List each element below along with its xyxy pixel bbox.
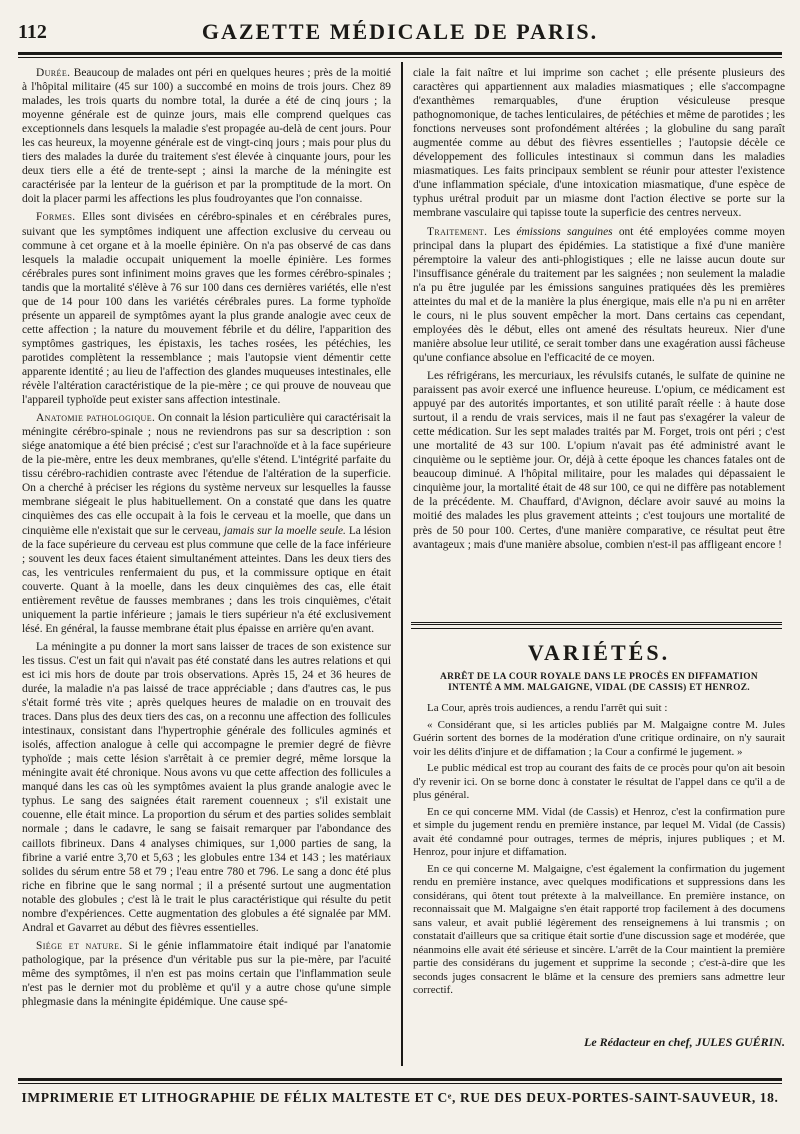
paragraph-formes bbox=[22, 210, 391, 407]
paragraph-refrigerans: Les réfrigérans, les mercuriaux, les révulsifs cutanés, le sulfate de quinine ne paraissent pas avoir exercé une influence heureuse. L'opium, ce médicament est appuyé par des autorités importantes, et son utilité paraît réelle : à haute dose surtout, il a rendu de vrais services, mais il ne faut pas s'exagérer la valeur de cette médication. Sur les sept malades traités par M. Forget, trois ont péri ; c'est une mortalité de 43 sur 100. L'opium n'avait pas été administré avant le cinquième ou le septième jour. Or, déjà à cette époque les chances fatales ont de beaucoup diminué. A l'hôpital militaire, pour les malades qui dépassaient le cinquième jour, la mortalité était de 48 sur 100, ce qui ne diffère pas notablement de la précédente. M. Chauffard, d'Avignon, déclare avoir sauvé au moins la moitié des malades les plus gravement atteints ; c'est toujours une mortalité de près de 50 pour 100. Certes, d'une manière comparative, ce résultat peut être avantageux ; mais d'une manière absolue, combien n'est-il pas affligeant encore ! bbox=[413, 369, 785, 551]
left-column bbox=[22, 66, 391, 1068]
section-lead-anatomie: Anatomie pathologique. bbox=[36, 412, 156, 425]
varietes-subtitle: ARRÊT DE LA COUR ROYALE DANS LE PROCÈS EN DIFFAMATION INTENTÉ A MM. MALGAIGNE, VIDAL (DE CASSIS) ET HENROZ. bbox=[440, 672, 758, 693]
varietes-title: VARIÉTÉS. bbox=[527, 640, 671, 665]
paragraph-traitement bbox=[413, 225, 785, 365]
page-number: 112 bbox=[18, 20, 47, 43]
paragraph-text: La lésion de la face supérieure du cerveau est plus commune que celle de la face inférieure ; souvent les deux faces étaient simultanément atteintes. Dans les deux tiers des cas, les ventricules renfermaient du pus, et la commissure optique en était couverte. Quant à la moelle, dans les deux cinquièmes des cas, elle était entièrement revêtue de fausses membranes ; dans les trois cinquièmes, c'était uniquement la partie inférieure ; jamais le tiers supérieur n'a été exclusivement lésé. En général, la fausse membrane était plus épaisse en arrière qu'en avant. bbox=[22, 524, 391, 635]
section-lead-siege: Siége et nature. bbox=[36, 939, 123, 952]
varietes-paragraph: En ce qui concerne M. Malgaigne, c'est également la confirmation du jugement rendu en première instance, avec quelques modifications et suppressions dans les considérans, qui ôtent tout prétexte à la malveillance. En première instance, on reconnaissait que M. Malgaigne s'en était rapporté trop facilement à des documens sans valeur, et avait publié légèrement des renseignemens à lui transmis ; on constatait d'ailleurs que sa critique était sortie d'une discussion sage et modérée, que néanmoins elle avait été sérieuse et sincère. L'arrêt de la Cour maintient la première partie des considérans du jugement et supprime la seconde ; c'est-à-dire que les seconds juges consacrent le blâme et la censure des premiers sans admettre leur correctif. bbox=[413, 862, 785, 996]
section-lead-duree: Durée. bbox=[36, 67, 71, 79]
paragraph-anatomie bbox=[22, 411, 391, 636]
paragraph-duree bbox=[22, 66, 391, 206]
paragraph-text: On connait la lésion particulière qui caractérisait la méningite cérébro-spinale ; nous ne reviendrons pas sur sa description : son siége anatomique a été bien précisé ; c'est sur l'arachnoïde et à la face supérieure de la pie-mère, entre les deux membranes, qu'elle s'étend. L'intégrité parfaite du tissu cérébro-rachidien contraste avec l'étendue de l'altération de la superficie. On a cherché à préciser les régions du système nerveux sur lesquelles la fausse membrane siégeait le plus habituellement. On a constaté que dans les quatre cinquièmes des cas elle occupait à la fois le cerveau et la moelle, que dans un cinquième elle n'existait que sur le cerveau, bbox=[22, 412, 391, 537]
right-column bbox=[413, 66, 785, 611]
section-lead-formes: Formes. bbox=[36, 211, 76, 224]
paragraph-meningite: La méningite a pu donner la mort sans laisser de traces de son existence sur les tissus. C'est un fait qui n'avait pas été constaté dans les autres relations et qui est ici mis hors de doute par trois observations. Après 15, 24 et 36 heures de durée, la maladie n'a pas laissé de trace appréciable ; dans d'autres cas, le pus s'était formé très vite ; après quelques heures de maladie on en trouvait des traces. Dans plus des deux tiers des cas, on a reconnu une affection des follicules intestinaux, consistant dans l'hypertrophie générale des follicules agminés et isolés, affection analogue à celle qui accompagne le premier degré de fièvre typhoïde ; mais cette lésion s'arrêtait à ce premier degré, même lorsque la méningite avait été chronique. Nous avons vu que cette affection des follicules a manqué dans les cas où les symptômes avaient la plus grande analogie avec le typhus. Le sang des saignées était rarement couenneux ; s'il existait une couenne, elle était mince. La proportion du sérum et des parties solides semblait normale ; dans le cadavre, le sang se faisait remarquer par l'abondance des caillots fibrineux. Dans 4 analyses chimiques, sur 1,000 parties de sang, la fibrine a varié entre 3,70 et 5,63 ; les globules entre 134 et 143 ; les matériaux solides du sérum entre 58 et 79 ; l'eau entre 780 et 796. Le sang a donc été plus riche en fibrine que le sang normal ; il a présenté surtout une augmentation notable des globules ; c'est là le trait le plus caractéristique qui résulte du petit nombre d'expériences. Cette augmentation des globules a été signalée par MM. Andral et Gavarret au début des fièvres essentielles. bbox=[22, 640, 391, 934]
paragraph-siege bbox=[22, 939, 391, 1009]
column-divider bbox=[401, 62, 403, 1066]
editor-signature: Le Rédacteur en chef, JULES GUÉRIN. bbox=[584, 1035, 785, 1049]
paragraph-text: Elles sont divisées en cérébro-spinales et en cérébrales pures, suivant que les symptômes indiquent une affection exclusive du cerveau ou commune à cet organe et à la moelle épinière. On n'a pas observé de cas dans lesquels la maladie occupait uniquement la moelle épinière. Les formes cérébrales pures sont infiniment moins graves que les formes cérébro-spinales ; tandis que la mortalité s'élève à 76 sur 100 dans ces dernières variétés, elle n'est que de 14 pour 100 dans les variétés cérébrales pures. La forme typhoïde présente un appareil de symptômes ayant la plus grande analogie avec ceux de cette affection ; la nature du mouvement fébrile et du délire, l'apparition des symptômes gastriques, les épistaxis, les taches rosées, les pétéchies, les parotides complètent la ressemblance ; mais l'autopsie vient démentir cette apparente identité ; au lieu de l'affection des glandes muqueuses intestinales, elle révèle l'altération caractéristique de la pie-mère ; ce qui prouve de nouveau que l'appareil typhoïde peut exister sans affection intestinale. bbox=[22, 211, 391, 407]
varietes-paragraph: La Cour, après trois audiences, a rendu l'arrêt qui suit : bbox=[427, 702, 668, 714]
paragraph-text: Les bbox=[493, 225, 511, 238]
varietes-paragraph: En ce qui concerne MM. Vidal (de Cassis) et Henroz, c'est la confirmation pure et simple du jugement rendu en première instance, par lequel M. Vidal (de Cassis) avait été condamné pour outrages, termes de mépris, injures publiques ; et M. Henroz, pour injure et diffamation. bbox=[413, 805, 785, 858]
varietes-rule bbox=[411, 622, 782, 625]
varietes-rule-thin bbox=[411, 628, 782, 629]
journal-title: GAZETTE MÉDICALE DE PARIS. bbox=[201, 19, 599, 44]
italic-phrase: émissions sanguines bbox=[516, 225, 613, 238]
varietes-quote: « Considérant que, si les articles publiés par M. Malgaigne contre M. Jules Guérin sortent des bornes de la modération d'une critique ordinaire, on n'y saurait voir les délits d'injure et de diffamation ; la Cour a confirmé le jugement. » bbox=[413, 718, 785, 758]
page-header bbox=[18, 16, 782, 48]
section-lead-traitement: Traitement. bbox=[427, 225, 488, 238]
paragraph-continuation: ciale la fait naître et lui imprime son cachet ; elle présente plusieurs des caractères qui appartiennent aux maladies miasmatiques ; elle s'accompagne d'exanthèmes remarquables, d'une éruption vésiculeuse presque pathognomonique, de taches lenticulaires, de pétéchies et même de parotides ; les fonctions nerveuses sont profondément altérées ; la globuline du sang paraît augmentée comme au début des fièvres essentielles ; l'autopsie décèle ce développement des follicules intestinaux si commun dans les maladies miasmatiques. Les faits principaux semblent se réunir pour attester l'existence d'une inflammation spéciale, d'une intoxication miasmatique, d'une espèce de typhus urétral produit par un miasme dont l'action élective se porte sur la membrane vasculaire qui tapisse toute la superficie des centres nerveux. bbox=[413, 67, 785, 220]
header-rule bbox=[18, 52, 782, 55]
paragraph-text: Beaucoup de malades ont péri en quelques heures ; près de la moitié à l'hôpital militaire (45 sur 100) a succombé en moins de trois jours. Chez 89 malades, les trois quarts du nombre total, la durée a été de cinq jours ; la moyenne générale est de quinze jours, mais elle comprend quelques cas exceptionnels dans lesquels la maladie s'est propagée au-delà de cent jours. Pour les cas heureux, la moyenne générale est de vingt-cinq jours ; mais pour plus du tiers des malades la durée du traitement s'est élevée à cinquante jours, pour les deux tiers elle a été de trente-sept ; ainsi la marche de la méningite est caractérisée par la lenteur de la guérison et par la promptitude de la mort. On doit la placer parmi les affections les plus foudroyantes que l'on connaisse. bbox=[22, 67, 391, 206]
italic-phrase: jamais sur la moelle seule. bbox=[223, 524, 346, 537]
footer-rule bbox=[18, 1078, 782, 1081]
varietes-section bbox=[413, 640, 785, 1001]
footer-rule-thin bbox=[18, 1083, 782, 1084]
paragraph-text: ont été employées comme moyen principal dans la plupart des épidémies. La statistique a fixé d'une manière péremptoire la valeur des anti-phlogistiques ; elle ne laisse aucun doute sur l'insuffisance générale du traitement par les saignées ; non seulement la maladie n'a pu être jugulée par les émissions sanguines pratiquées dès les premières atteintes du mal et de la manière la plus énergique, mais elle n'a pu ni en arrêter le cours, ni le plus souvent empêcher la mort. Dans certains cas cependant, employées dès le début, elles ont amené des résultats heureux. Nier d'une manière absolue leur utilité, ce serait tomber dans une exagération aussi fâcheuse qu'une confiance absolue en l'efficacité de ce moyen. bbox=[413, 225, 785, 364]
header-rule-thin bbox=[18, 57, 782, 58]
varietes-body bbox=[413, 702, 785, 998]
paragraph-text: Si le génie inflammatoire était indiqué par l'anatomie pathologique, par la présence d'un véritable pus sur la pie-mère, par l'acuité même des symptômes, il n'en est pas moins certain que l'inflammation seule n'est pas le dernier mot du problème et qu'il y a autre chose qu'une simple phlegmasie dans la méningite épidémique. Une cause spé- bbox=[22, 939, 391, 1009]
varietes-paragraph: Le public médical est trop au courant des faits de ce procès pour qu'on ait besoin d'y revenir ici. On se borne donc à constater le résultat de l'appel dans ce qu'il a de plus général. bbox=[413, 762, 785, 801]
printer-imprint: IMPRIMERIE ET LITHOGRAPHIE DE FÉLIX MALTESTE ET Cᵉ, RUE DES DEUX-PORTES-SAINT-SAUVEUR, 18. bbox=[21, 1090, 779, 1105]
